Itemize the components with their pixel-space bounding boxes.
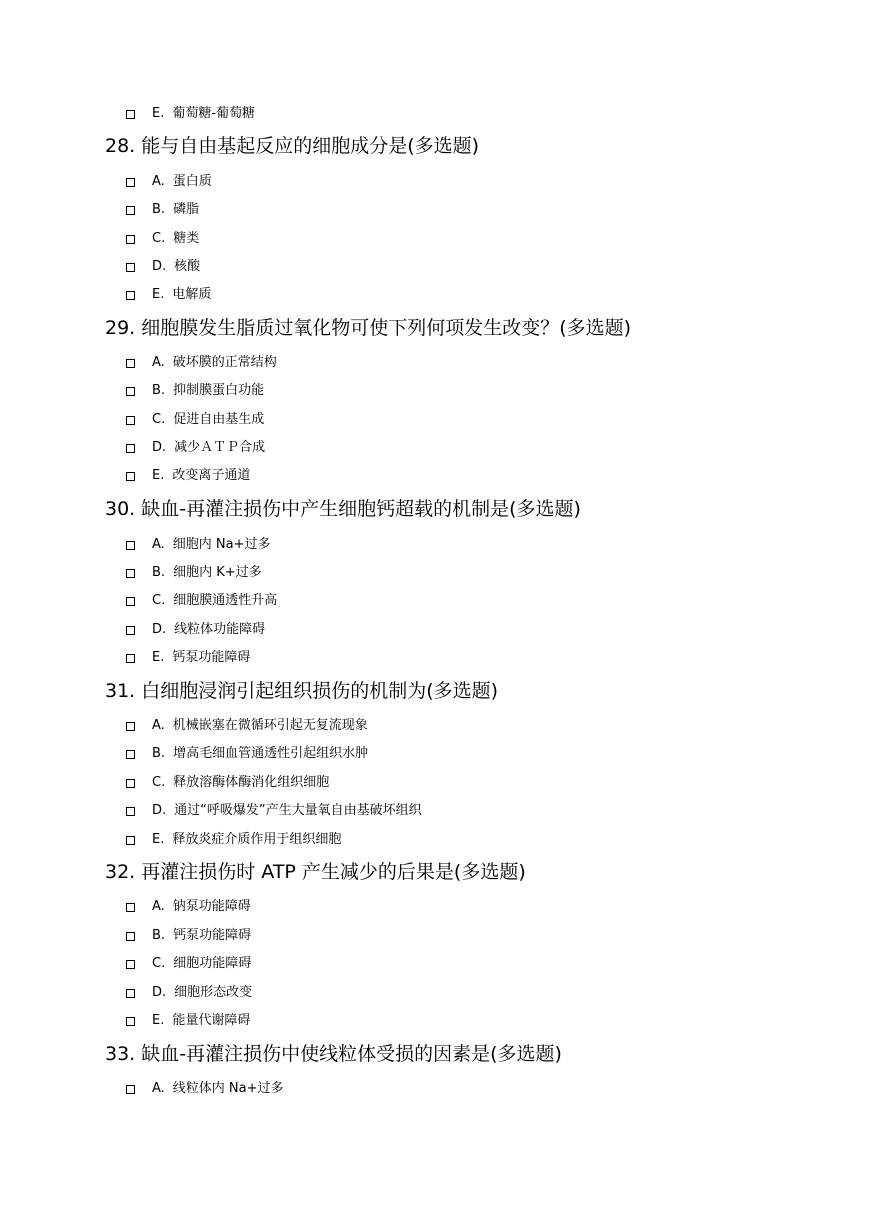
option-text: 能量代谢障碍 [172,1013,251,1028]
option-text: 破坏膜的正常结构 [172,355,277,370]
question-31-title: 31. 白细胞浸润引起组织损伤的机制为(多选题) [105,680,499,702]
option-29-c[interactable] [126,411,264,429]
option-letter: A. [152,174,165,189]
option-letter: D. [152,622,167,637]
option-text: 糖类 [173,231,200,246]
option-letter: E. [152,650,165,665]
option-31-a[interactable] [126,717,368,735]
option-text: 细胞内 K+过多 [173,565,262,580]
option-letter: E. [152,468,165,483]
option-31-e[interactable] [126,831,341,849]
option-letter: C. [152,231,166,246]
question-29-title: 29. 细胞膜发生脂质过氧化物可使下列何项发生改变？(多选题) [105,317,632,339]
option-text: 促进自由基生成 [173,412,265,427]
option-text: 蛋白质 [172,174,212,189]
question-28-title: 28. 能与自由基起反应的细胞成分是(多选题) [105,135,480,157]
checkbox-icon[interactable] [126,722,135,731]
option-32-d[interactable] [126,984,252,1002]
option-letter: C. [152,956,166,971]
checkbox-icon[interactable] [126,263,135,272]
checkbox-icon[interactable] [126,626,135,635]
option-30-a[interactable] [126,536,271,554]
option-text: 机械嵌塞在微循环引起无复流现象 [172,718,368,733]
option-text: 细胞功能障碍 [173,956,252,971]
option-31-b[interactable] [126,745,368,763]
option-letter: B. [152,383,166,398]
option-32-e[interactable] [126,1012,250,1030]
option-28-c[interactable] [126,230,199,248]
option-text: 葡萄糖-葡萄糖 [172,106,256,121]
option-29-a[interactable] [126,354,277,372]
option-text: 通过“呼吸爆发”产生大量氧自由基破坏组织 [174,803,422,818]
option-31-d[interactable] [126,802,422,820]
option-text: 线粒体功能障碍 [174,622,266,637]
checkbox-icon[interactable] [126,989,135,998]
checkbox-icon[interactable] [126,1017,135,1026]
option-letter: E. [152,106,165,121]
question-30-title: 30. 缺血-再灌注损伤中产生细胞钙超载的机制是(多选题) [105,498,581,520]
option-29-d[interactable] [126,439,265,457]
checkbox-icon[interactable] [126,903,135,912]
option-letter: A. [152,718,165,733]
option-letter: A. [152,1081,165,1096]
option-32-a[interactable] [126,898,251,916]
checkbox-icon[interactable] [126,387,135,396]
option-30-b[interactable] [126,564,262,582]
option-text: 抑制膜蛋白功能 [173,383,265,398]
question-32-title: 32. 再灌注损伤时 ATP 产生减少的后果是(多选题) [105,861,526,883]
option-32-b[interactable] [126,927,251,945]
option-text: 增高毛细血管通透性引起组织水肿 [173,746,369,761]
option-letter: A. [152,355,165,370]
option-text: 减少ＡＴＰ合成 [174,440,266,455]
option-text: 钠泵功能障碍 [172,899,251,914]
option-letter: A. [152,537,165,552]
option-27-e[interactable] [126,105,255,123]
option-text: 线粒体内 Na+过多 [172,1081,284,1096]
option-letter: B. [152,565,166,580]
checkbox-icon[interactable] [126,597,135,606]
checkbox-icon[interactable] [126,416,135,425]
checkbox-icon[interactable] [126,654,135,663]
checkbox-icon[interactable] [126,206,135,215]
option-letter: C. [152,775,166,790]
option-letter: E. [152,832,165,847]
option-letter: B. [152,746,166,761]
option-text: 释放炎症介质作用于组织细胞 [172,832,342,847]
option-29-b[interactable] [126,382,264,400]
checkbox-icon[interactable] [126,291,135,300]
option-letter: D. [152,803,167,818]
option-28-b[interactable] [126,201,199,219]
option-letter: A. [152,899,165,914]
option-letter: D. [152,985,167,1000]
question-33-title: 33. 缺血-再灌注损伤中使线粒体受损的因素是(多选题) [105,1043,562,1065]
option-30-c[interactable] [126,592,277,610]
checkbox-icon[interactable] [126,178,135,187]
option-33-a[interactable] [126,1080,284,1098]
checkbox-icon[interactable] [126,472,135,481]
option-28-e[interactable] [126,286,211,304]
checkbox-icon[interactable] [126,932,135,941]
option-letter: B. [152,202,166,217]
option-text: 核酸 [174,259,201,274]
checkbox-icon[interactable] [126,836,135,845]
option-30-d[interactable] [126,621,265,639]
option-28-d[interactable] [126,258,200,276]
option-text: 钙泵功能障碍 [172,650,251,665]
option-letter: B. [152,928,166,943]
option-letter: D. [152,259,167,274]
option-text: 细胞形态改变 [174,985,253,1000]
checkbox-icon[interactable] [126,541,135,550]
checkbox-icon[interactable] [126,807,135,816]
checkbox-icon[interactable] [126,750,135,759]
option-30-e[interactable] [126,649,250,667]
option-29-e[interactable] [126,467,250,485]
option-31-c[interactable] [126,774,329,792]
option-letter: C. [152,593,166,608]
option-letter: D. [152,440,167,455]
option-text: 电解质 [172,287,212,302]
checkbox-icon[interactable] [126,569,135,578]
option-text: 钙泵功能障碍 [173,928,252,943]
option-letter: C. [152,412,166,427]
checkbox-icon[interactable] [126,235,135,244]
option-28-a[interactable] [126,173,212,191]
checkbox-icon[interactable] [126,960,135,969]
option-text: 释放溶酶体酶消化组织细胞 [173,775,330,790]
option-letter: E. [152,287,165,302]
checkbox-icon[interactable] [126,110,135,119]
checkbox-icon[interactable] [126,1085,135,1094]
option-text: 改变离子通道 [172,468,251,483]
option-text: 细胞膜通透性升高 [173,593,278,608]
option-text: 磷脂 [173,202,200,217]
option-letter: E. [152,1013,165,1028]
checkbox-icon[interactable] [126,359,135,368]
checkbox-icon[interactable] [126,779,135,788]
option-text: 细胞内 Na+过多 [172,537,271,552]
checkbox-icon[interactable] [126,444,135,453]
option-32-c[interactable] [126,955,251,973]
